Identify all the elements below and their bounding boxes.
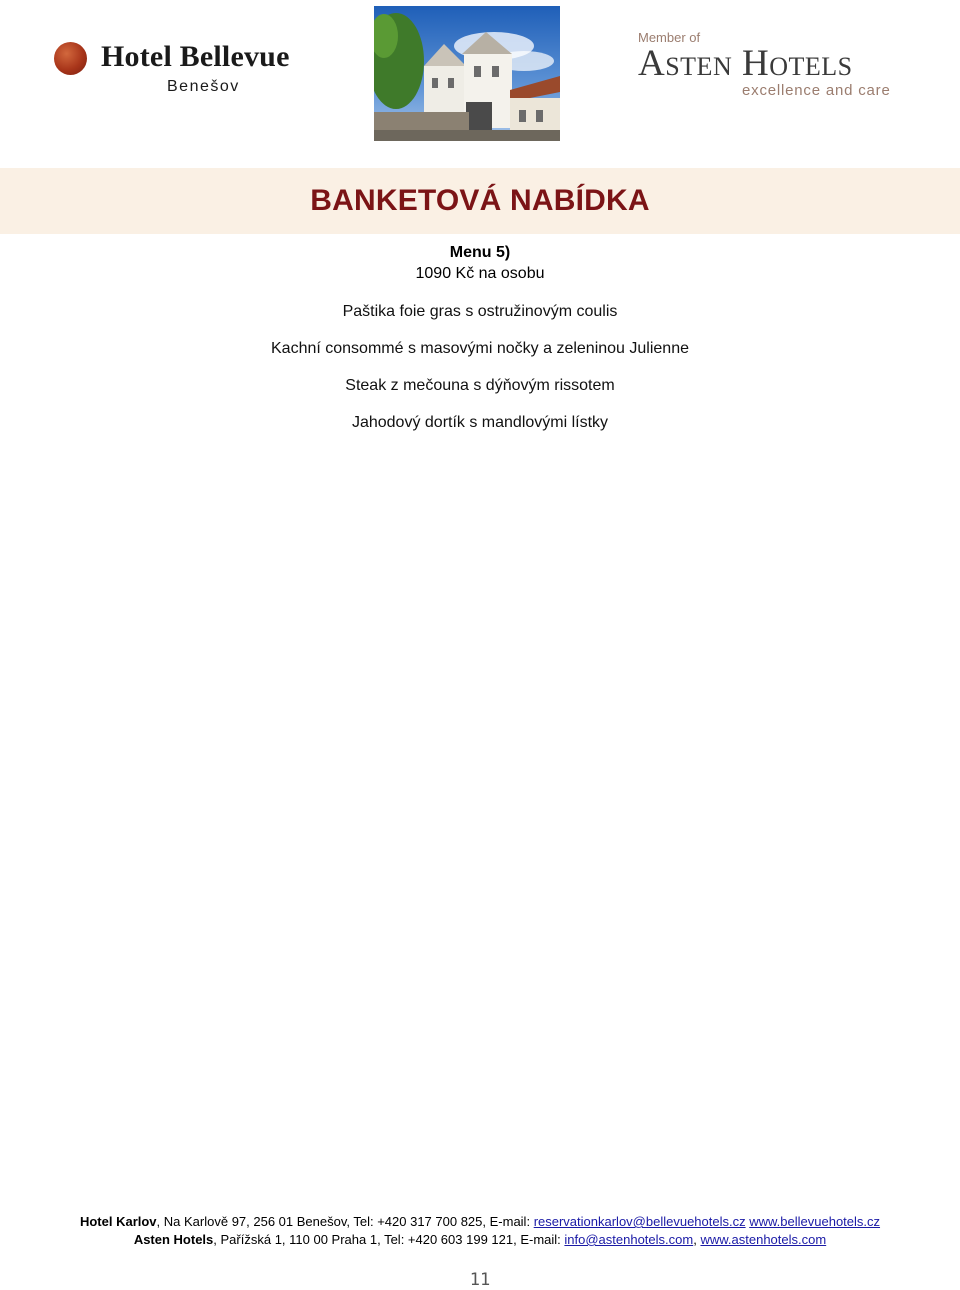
page-number: 11: [469, 1270, 491, 1290]
footer-company-email-link[interactable]: info@astenhotels.com: [564, 1232, 694, 1247]
footer-hotel-name: Hotel Karlov: [79, 1214, 157, 1229]
footer-separator: ,: [693, 1232, 701, 1247]
menu-course-3: Steak z mečouna s dýňovým rissotem: [345, 377, 615, 394]
footer-line-hotel: [0, 1214, 960, 1229]
footer-hotel-email-link[interactable]: reservationkarlov@bellevuehotels.cz: [533, 1214, 746, 1229]
menu-course-4: Jahodový dortík s mandlovými lístky: [351, 414, 609, 431]
menu-course-2: Kachní consommé s masovými nočky a zeleninou Julienne: [271, 340, 689, 357]
logo-ball-icon: [54, 42, 87, 75]
menu-name: Menu 5): [449, 244, 511, 261]
footer-company-name: Asten Hotels: [133, 1232, 214, 1247]
footer-hotel-web-link[interactable]: www.bellevuehotels.cz: [749, 1214, 881, 1229]
menu-course-1: Paštika foie gras s ostružinovým coulis: [342, 303, 618, 320]
hotel-building-photo: [374, 6, 560, 141]
hotel-bellevue-logo: [54, 40, 314, 100]
asten-hotels-brand: Asten Hotels: [638, 43, 853, 84]
footer-line-company: [0, 1232, 960, 1247]
hotel-logo-name: Hotel Bellevue: [101, 40, 290, 73]
title-band: [0, 168, 960, 234]
page-title: BANKETOVÁ NABÍDKA: [310, 184, 650, 217]
asten-tagline: excellence and care: [742, 82, 891, 99]
footer-company-address: , Pařížská 1, 110 00 Praha 1, Tel: +420 603 199 121, E-mail:: [213, 1232, 565, 1247]
member-of-label: Member of: [638, 30, 701, 45]
asten-hotels-logo: [638, 30, 908, 105]
footer-company-web-link[interactable]: www.astenhotels.com: [700, 1232, 827, 1247]
hotel-logo-city: Benešov: [167, 78, 240, 95]
footer-hotel-address: , Na Karlově 97, 256 01 Benešov, Tel: +420 317 700 825, E-mail:: [156, 1214, 534, 1229]
menu-price: 1090 Kč na osobu: [415, 265, 545, 282]
